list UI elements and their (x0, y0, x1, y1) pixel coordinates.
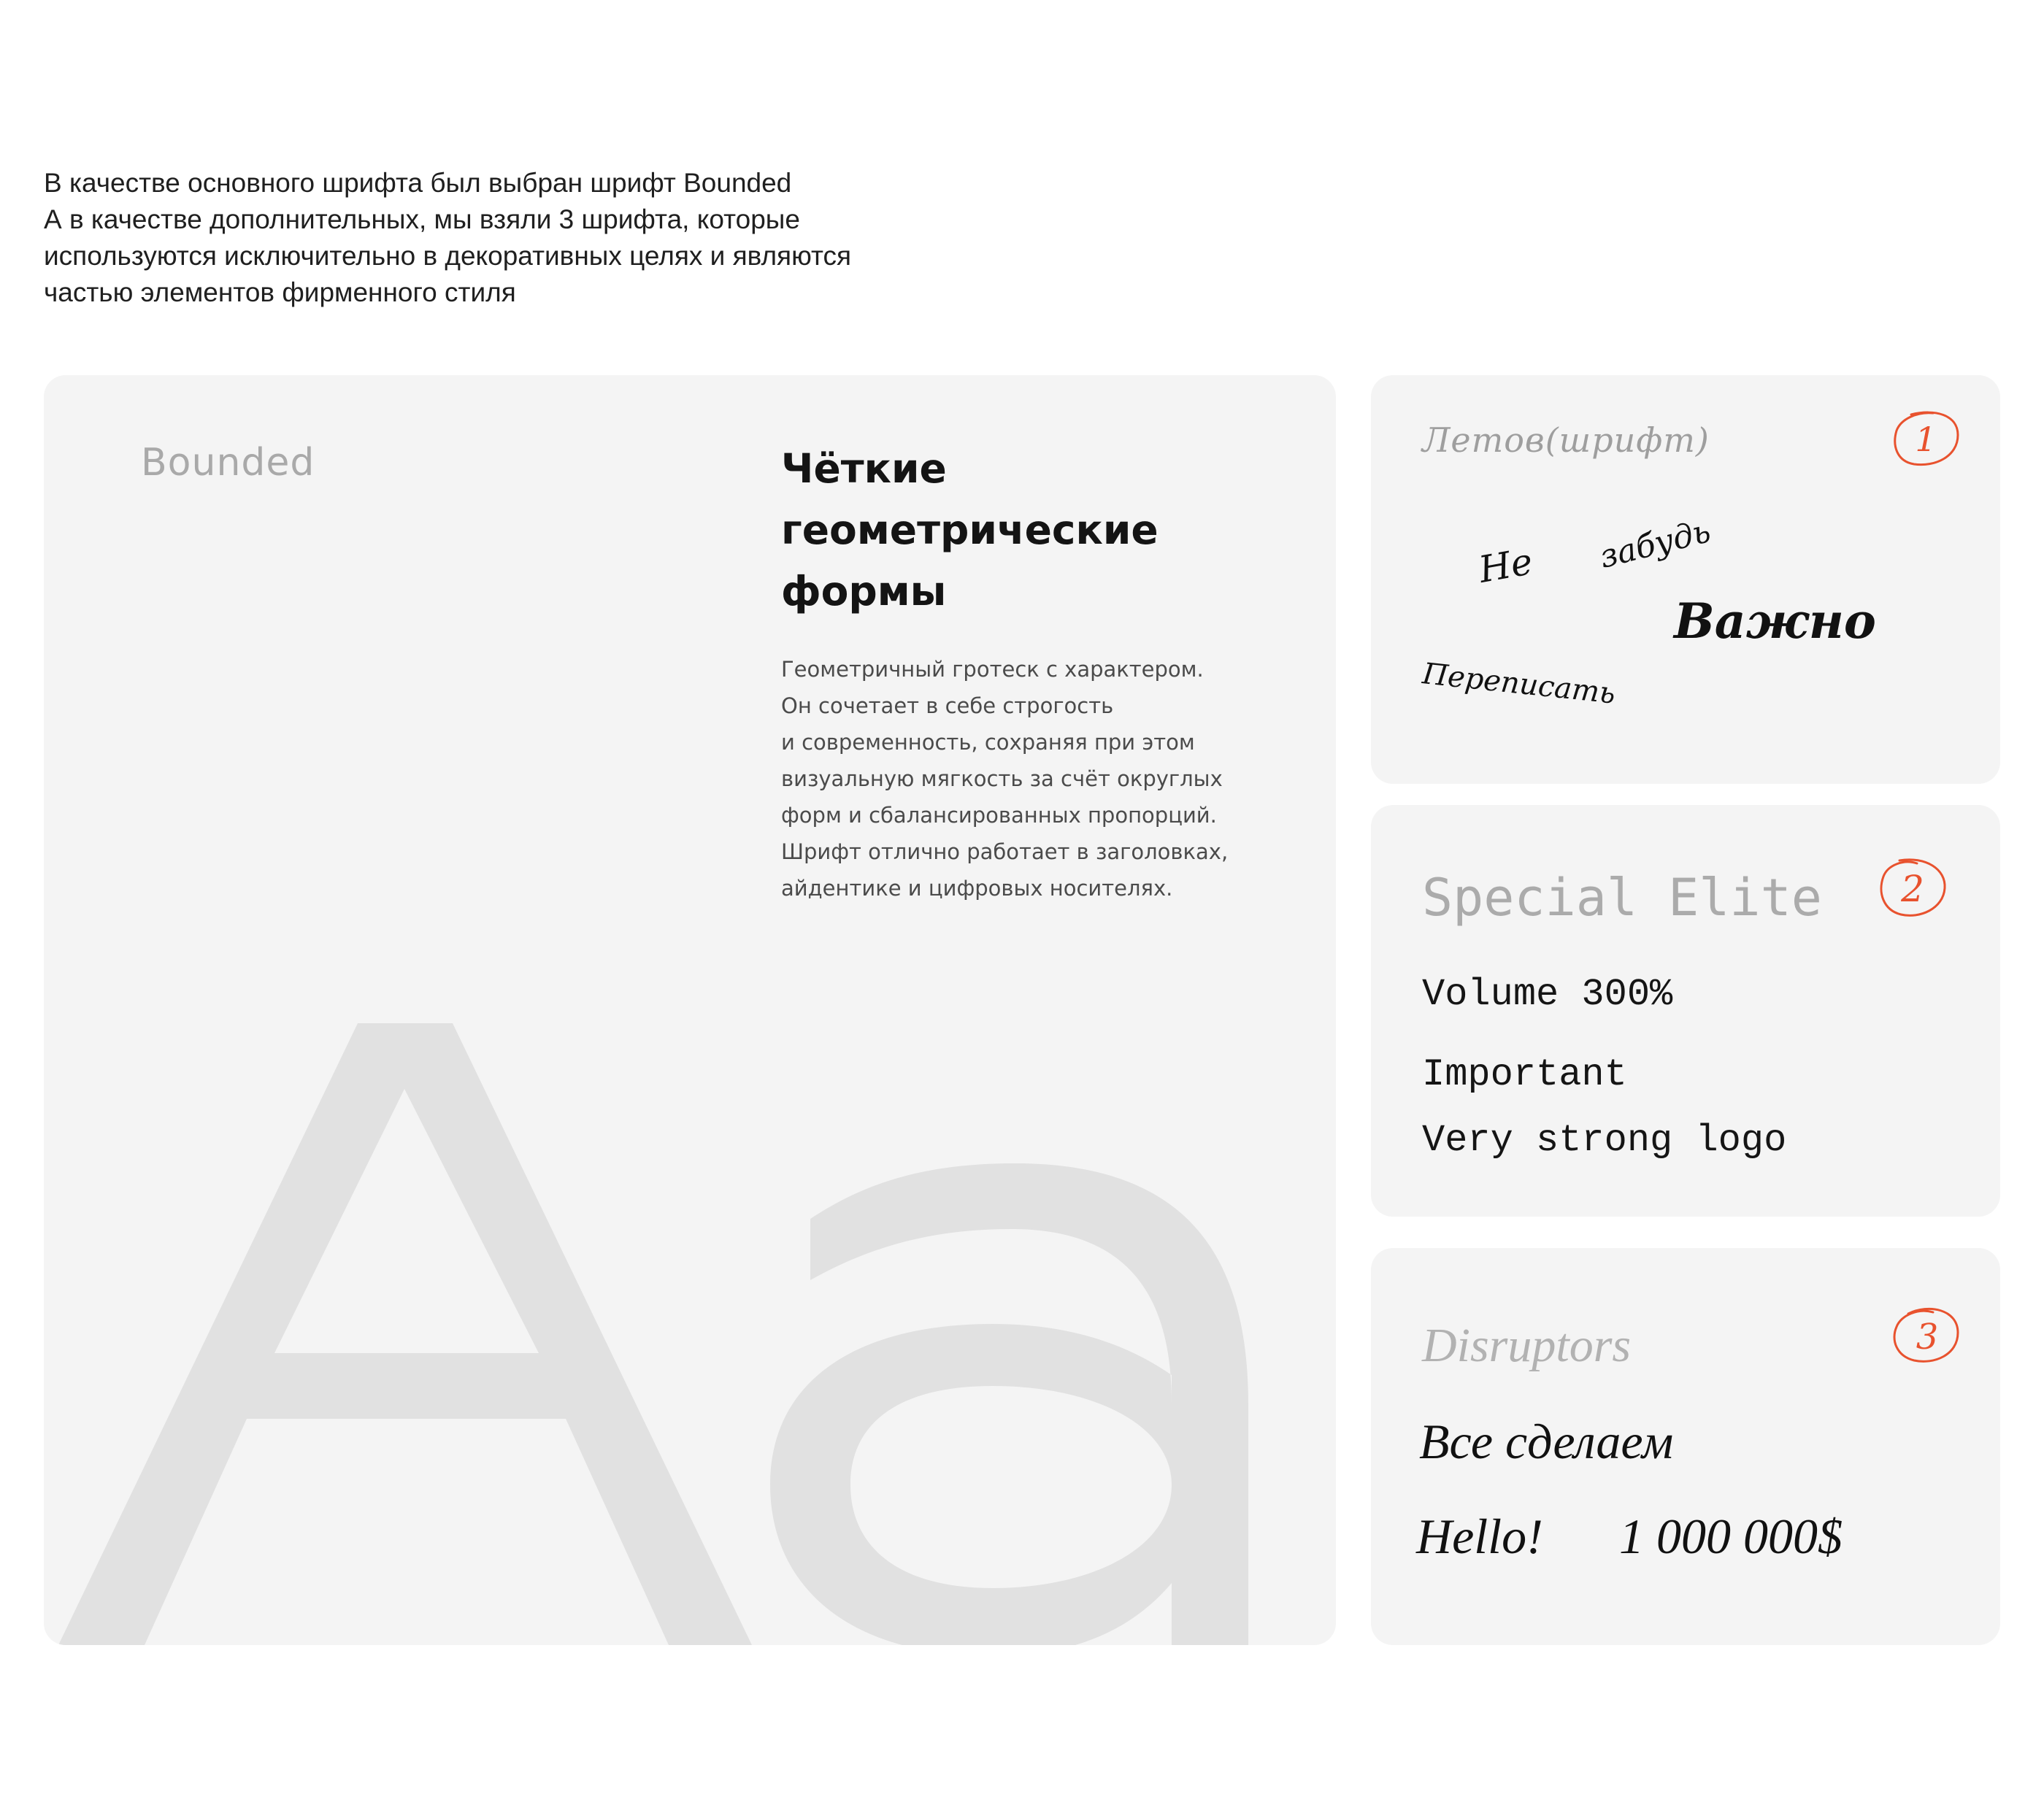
primary-font-card (44, 375, 1336, 1645)
font-name-label: Bounded (141, 441, 315, 485)
intro-line: В качестве основного шрифта был выбран шрифт Bounded (44, 168, 792, 198)
font-card-disruptors (1371, 1248, 2000, 1645)
description-line: и современность, сохраняя при этом (781, 730, 1195, 755)
sample-text: Hello! (1416, 1509, 1543, 1564)
sample-text: Important (1422, 1053, 1627, 1096)
number-three-badge (1888, 1302, 1961, 1368)
description-line: айдентике и цифровых носителях. (781, 876, 1173, 901)
description-line: Геометричный гротеск с характером. (781, 657, 1204, 682)
badge-number: 1 (1915, 420, 1937, 459)
description-line: Шрифт отлично работает в заголовках, (781, 839, 1229, 864)
font-card-special-elite (1371, 805, 2000, 1217)
sample-text: Все сделаем (1419, 1414, 1674, 1469)
sample-text: Very strong logo (1422, 1119, 1787, 1162)
sample-text: Не (1475, 540, 1536, 591)
description-line: Он сочетает в себе строгость (781, 693, 1114, 718)
font-title: Disruptors (1422, 1319, 1632, 1372)
heading-line: Чёткие (781, 445, 947, 492)
font-description (781, 651, 1321, 906)
sample-text: Важно (1674, 593, 1876, 650)
card-heading (781, 438, 1307, 622)
intro-line: А в качестве дополнительных, мы взяли 3 шрифта, которые (44, 204, 800, 234)
number-one-badge (1889, 406, 1962, 471)
intro-line: частью элементов фирменного стиля (44, 277, 516, 307)
sample-text: 1 000 000$ (1619, 1509, 1843, 1564)
heading-line: формы (781, 568, 947, 615)
font-title: Special Elite (1422, 868, 1822, 928)
intro-line: используются исключительно в декоративных целях и являются (44, 241, 852, 271)
badge-number: 2 (1901, 868, 1924, 910)
description-line: форм и сбалансированных пропорций. (781, 803, 1217, 828)
number-two-badge (1875, 855, 1948, 920)
description-line: визуальную мягкость за счёт округлых (781, 766, 1223, 791)
sample-text: забудь (1596, 512, 1715, 576)
sample-text: Переписать (1421, 657, 1617, 711)
heading-line: геометрические (781, 507, 1159, 553)
font-card-letov (1371, 375, 2000, 784)
intro-text (44, 165, 956, 311)
badge-number: 3 (1916, 1317, 1939, 1358)
sample-text: Volume 300% (1422, 973, 1673, 1016)
font-title: Летов(шрифт) (1422, 420, 1710, 460)
